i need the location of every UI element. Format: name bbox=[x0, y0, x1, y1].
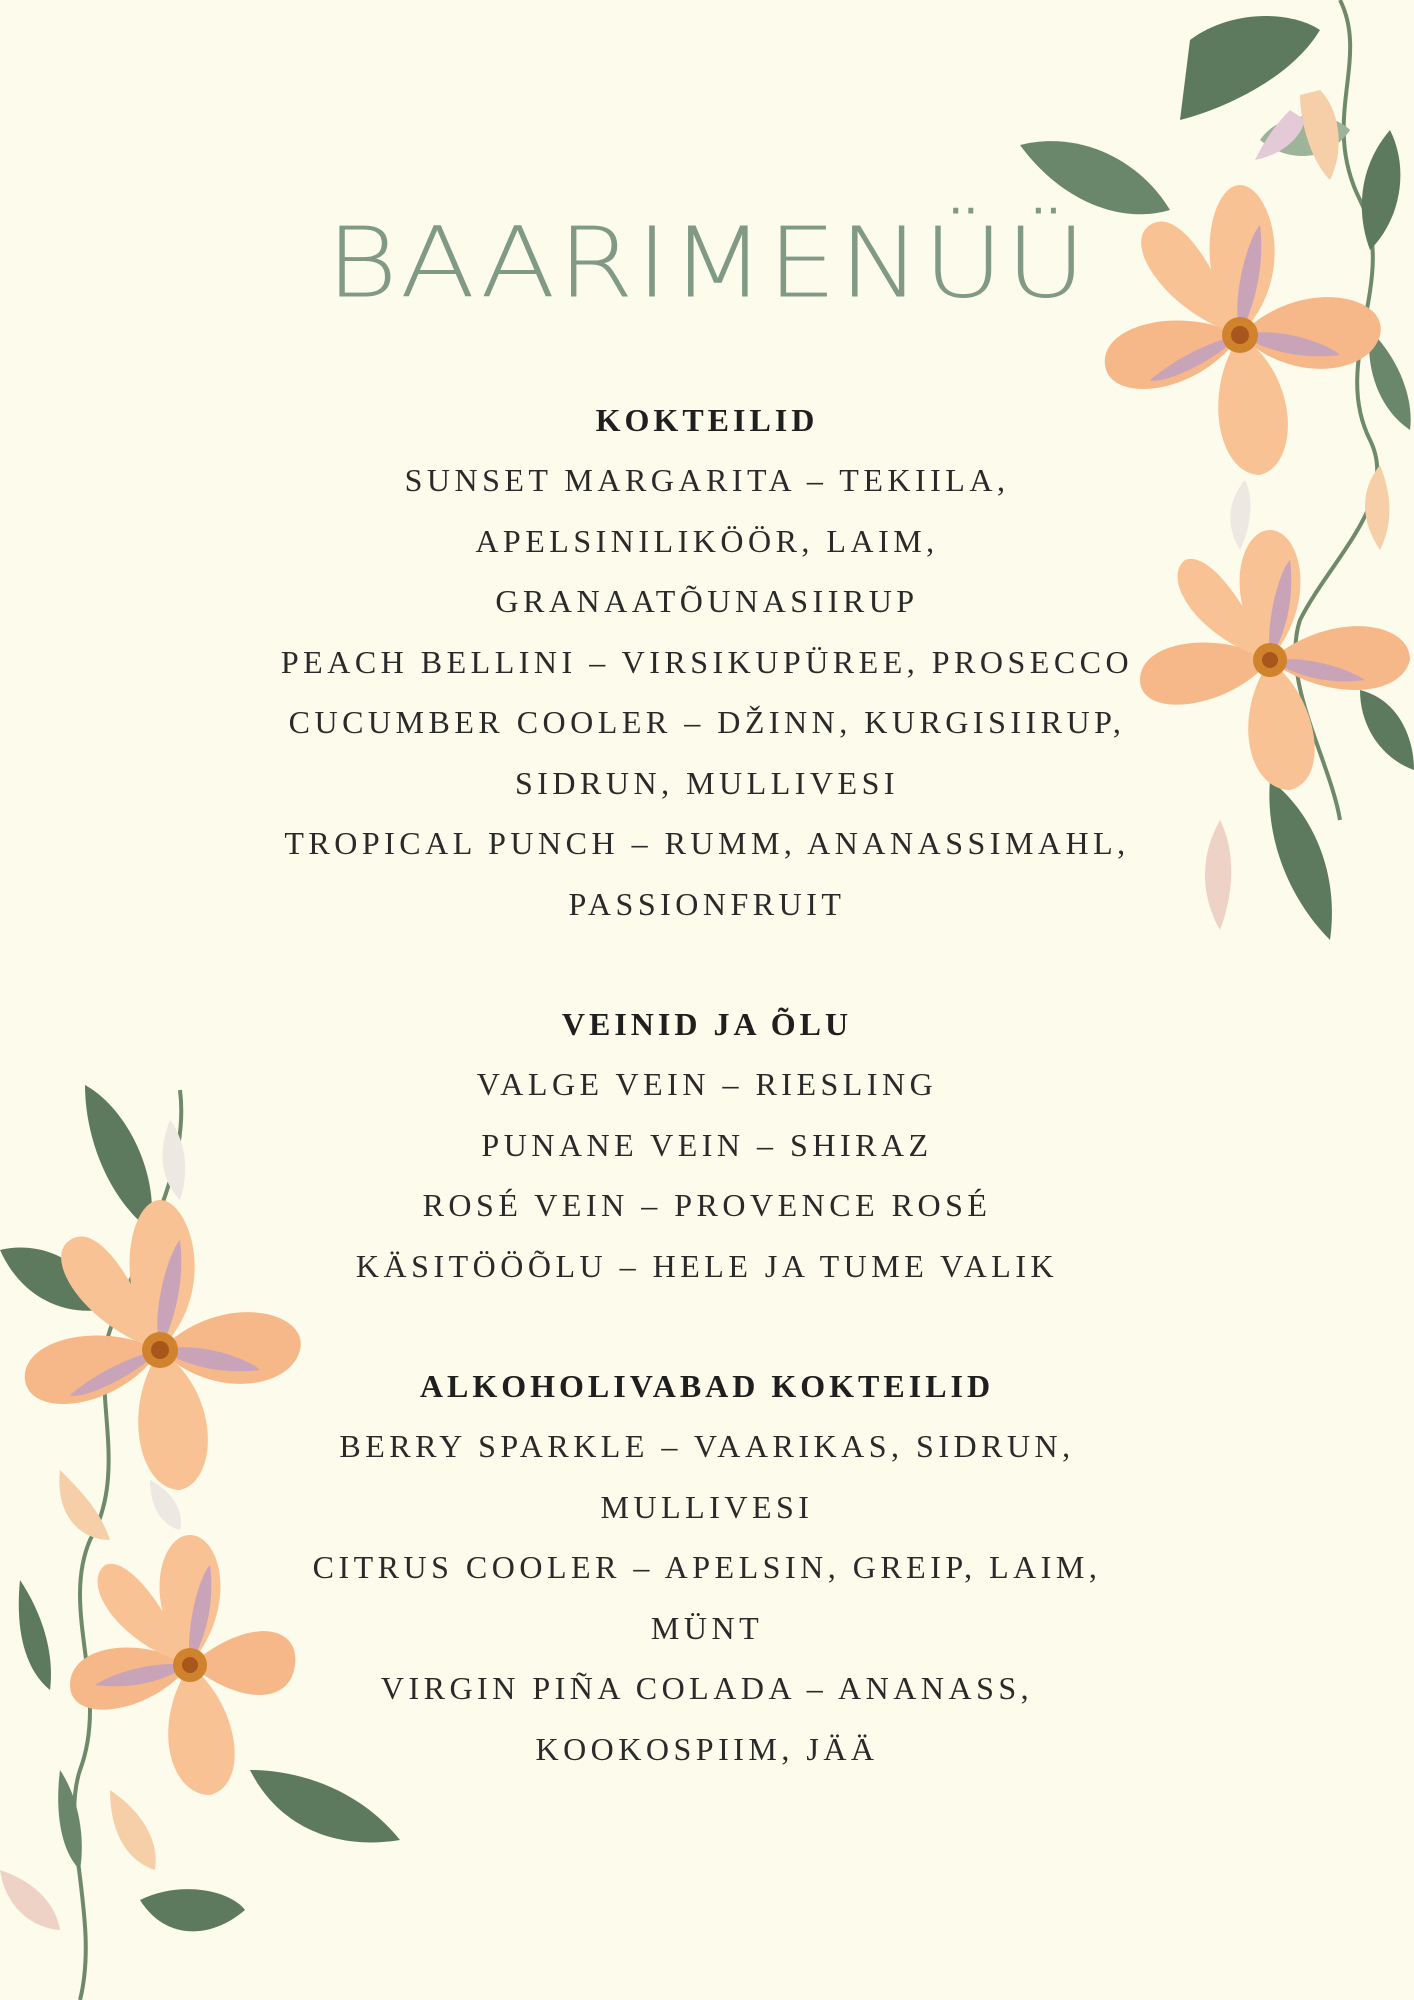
menu-item-line: PUNANE VEIN – SHIRAZ bbox=[481, 1126, 933, 1163]
menu-item-line: MÜNT bbox=[650, 1609, 764, 1646]
menu-item-line: VALGE VEIN – RIESLING bbox=[476, 1066, 938, 1102]
menu-content bbox=[200, 390, 1214, 1839]
menu-section-cocktails bbox=[200, 390, 1214, 934]
menu-item-line: SIDRUN, MULLIVESI bbox=[514, 764, 900, 801]
menu-section-non-alcoholic bbox=[200, 1356, 1214, 1779]
menu-item-line: SUNSET MARGARITA – TEKIILA, bbox=[404, 462, 1010, 498]
menu-item-line: GRANAATÕUNASIIRUP bbox=[495, 583, 919, 619]
section-heading: ALKOHOLIVABAD KOKTEILID bbox=[419, 1368, 995, 1404]
menu-item-line: ROSÉ VEIN – PROVENCE ROSÉ bbox=[422, 1187, 992, 1223]
section-heading: VEINID JA ÕLU bbox=[561, 1006, 853, 1042]
menu-item-line: CUCUMBER COOLER – DŽINN, KURGISIIRUP, bbox=[288, 704, 1126, 740]
page-title: BAARIMENÜÜ bbox=[325, 206, 1089, 320]
menu-item-line: BERRY SPARKLE – VAARIKAS, SIDRUN, bbox=[339, 1428, 1075, 1464]
menu-item-line: PEACH BELLINI – VIRSIKUPÜREE, PROSECCO bbox=[280, 643, 1134, 680]
menu-section-wines-and-beer bbox=[200, 994, 1214, 1296]
menu-item-line: PASSIONFRUIT bbox=[568, 885, 846, 922]
menu-item-line: VIRGIN PIÑA COLADA – ANANASS, bbox=[380, 1670, 1034, 1706]
menu-item-line: APELSINILIKÖÖR, LAIM, bbox=[475, 522, 939, 559]
menu-item-line: MULLIVESI bbox=[600, 1488, 814, 1525]
section-heading: KOKTEILID bbox=[595, 402, 819, 438]
menu-item-line: TROPICAL PUNCH – RUMM, ANANASSIMAHL, bbox=[284, 825, 1130, 861]
menu-item-line: KOOKOSPIIM, JÄÄ bbox=[535, 1730, 879, 1767]
menu-item-line: CITRUS COOLER – APELSIN, GREIP, LAIM, bbox=[312, 1549, 1102, 1585]
menu-item-line: KÄSITÖÖÕLU – HELE JA TUME VALIK bbox=[355, 1247, 1059, 1284]
